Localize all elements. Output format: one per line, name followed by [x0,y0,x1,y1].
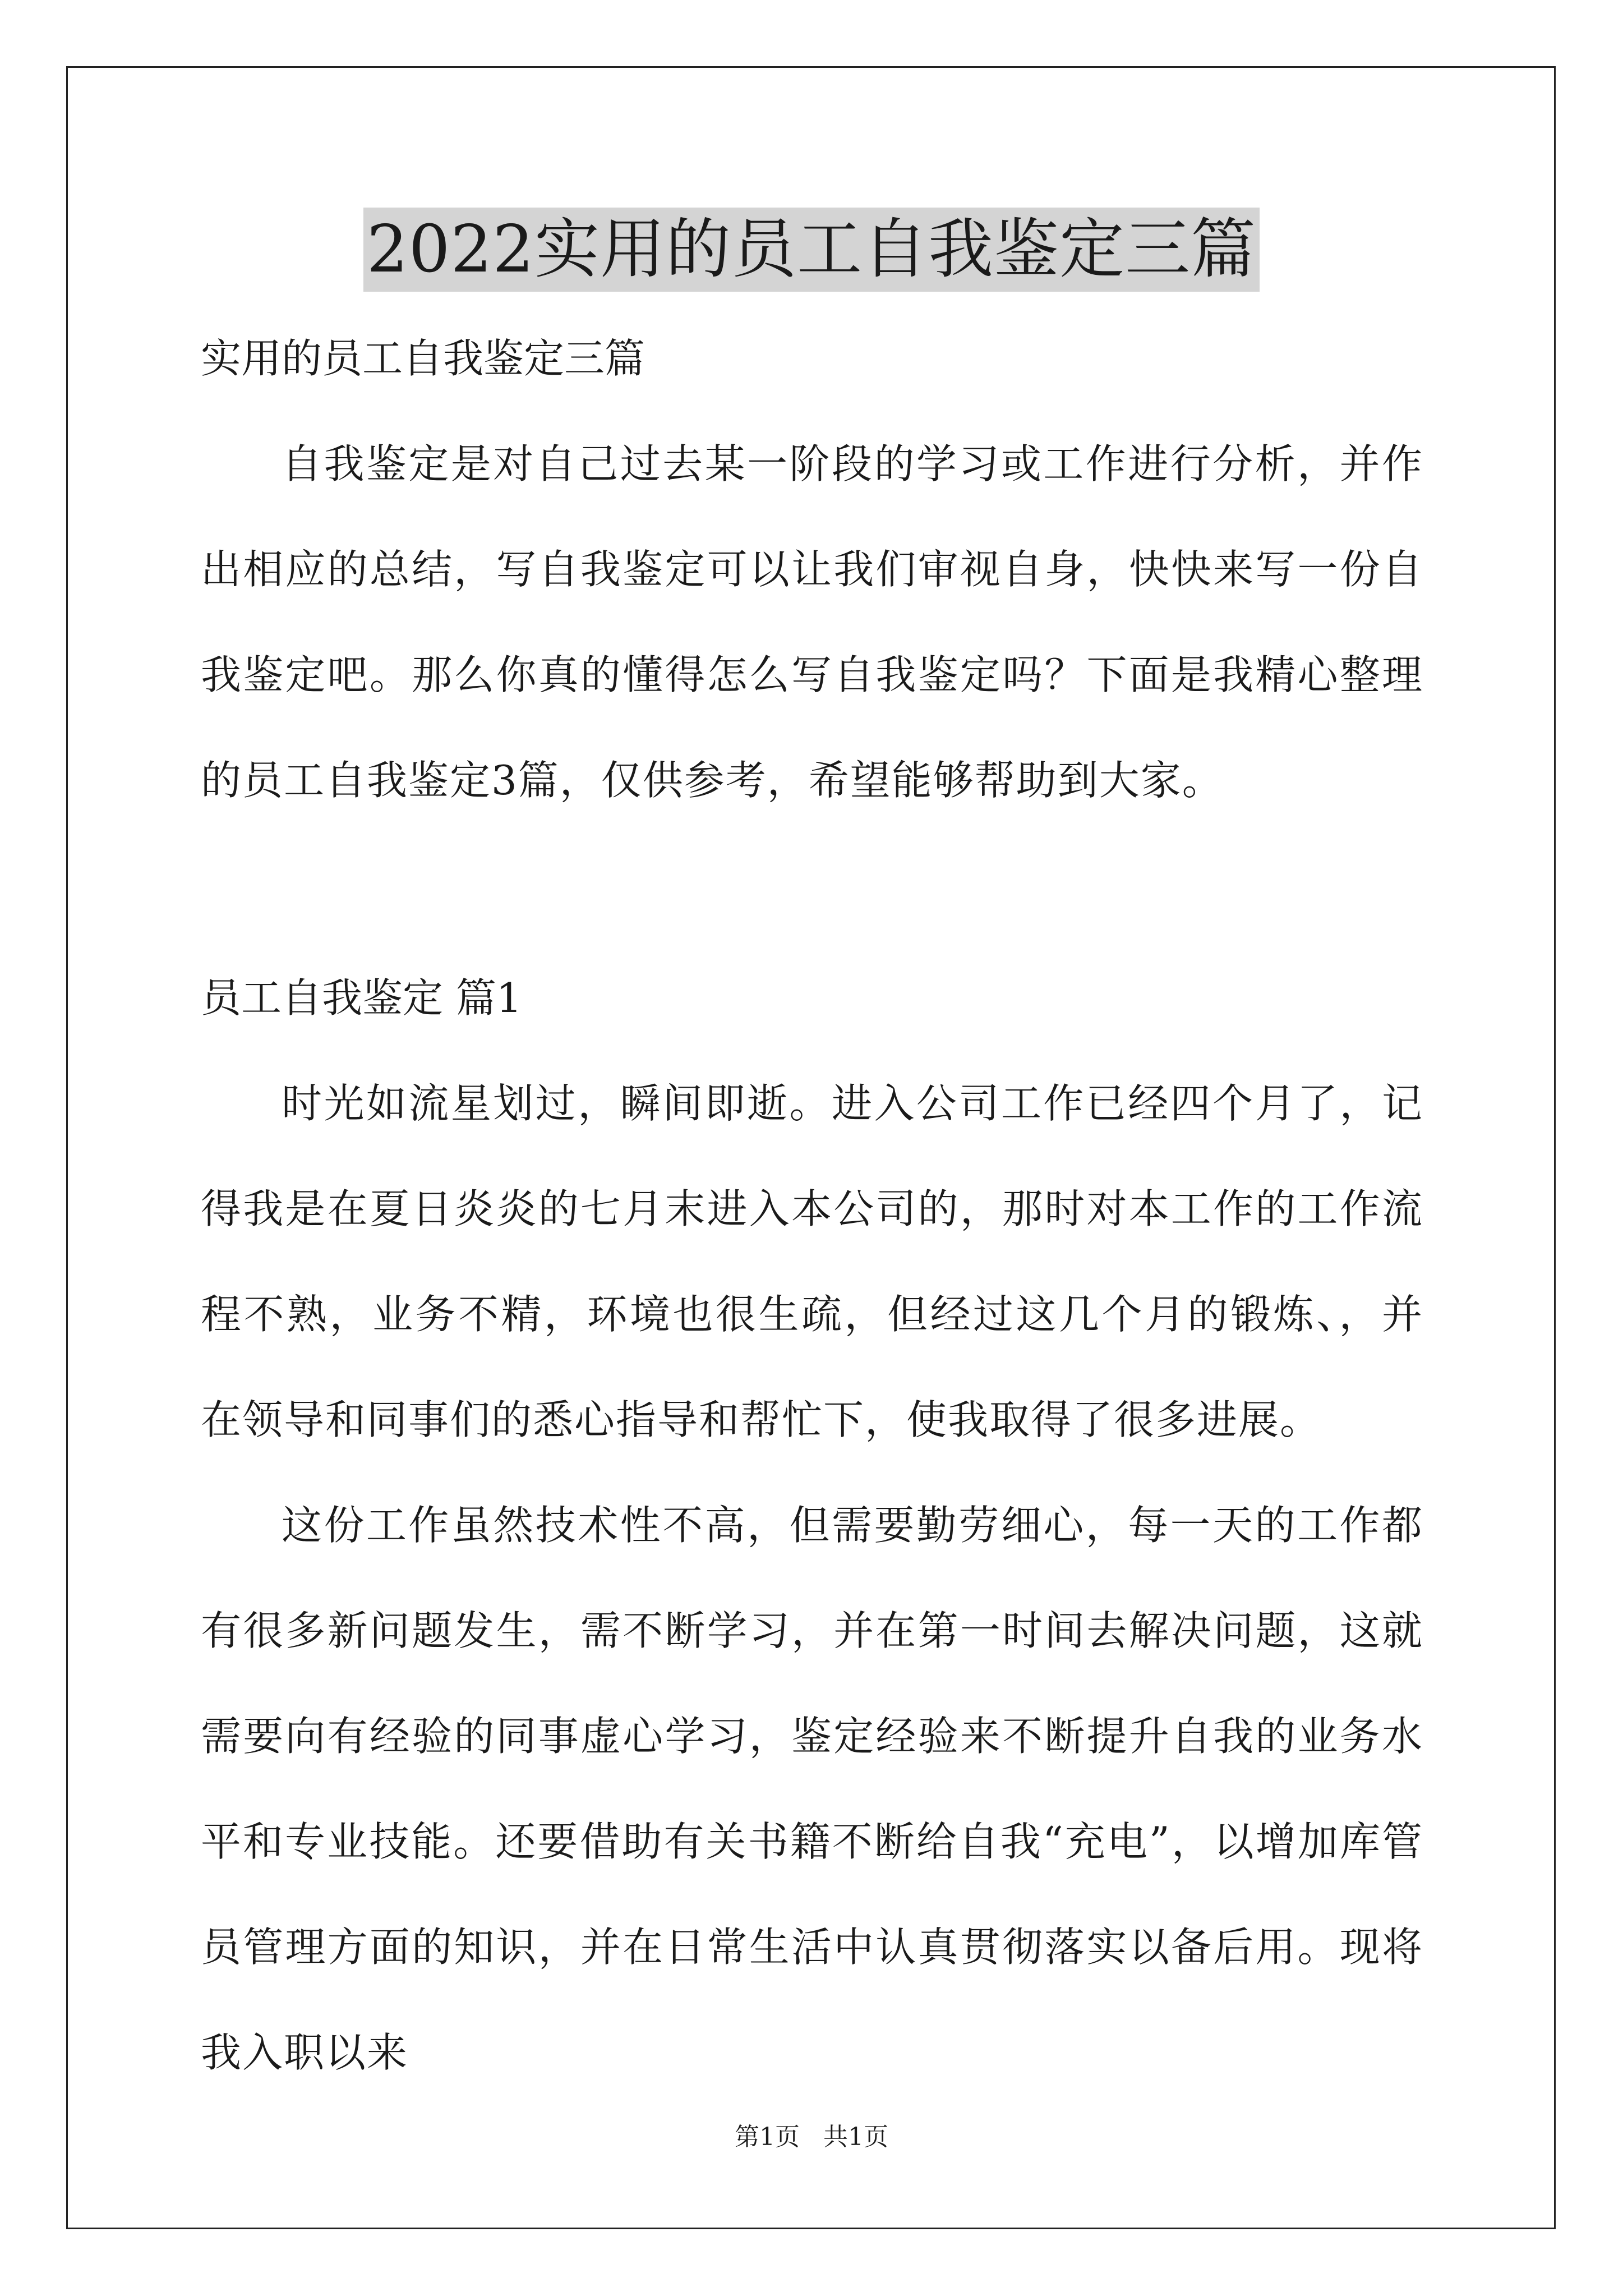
intro-paragraph: 自我鉴定是对自己过去某一阶段的学习或工作进行分析，并作出相应的总结，写自我鉴定可以让我们审视自身，快快来写一份自我鉴定吧。那么你真的懂得怎么写自我鉴定吗？下面是我精心整理的员工自我鉴定3篇，仅供参考，希望能够帮助到大家。 [201,440,1423,804]
page-footer [0,2120,1623,2154]
document-title: 2022实用的员工自我鉴定三篇 [363,208,1260,292]
body-paragraph: 时光如流星划过，瞬间即逝。进入公司工作已经四个月了，记得我是在夏日炎炎的七月末进入本公司的，那时对本工作的工作流程不熟，业务不精，环境也很生疏，但经过这几个月的锻炼、，并在领导和同事们的悉心指导和帮忙下，使我取得了很多进展。 [201,1080,1423,1443]
page-number-current: 第1页 [735,2123,800,2151]
section-heading: 员工自我鉴定 篇1 [201,974,522,1022]
document-body [201,306,1423,2105]
title-container [0,208,1623,292]
document-subtitle: 实用的员工自我鉴定三篇 [201,335,645,382]
page-number-total: 共1页 [823,2123,888,2151]
section-spacer [201,833,1423,945]
body-paragraph: 这份工作虽然技术性不高，但需要勤劳细心，每一天的工作都有很多新问题发生，需不断学习，并在第一时间去解决问题，这就需要向有经验的同事虚心学习，鉴定经验来不断提升自我的业务水平和专业技能。还要借助有关书籍不断给自我“充电”，以增加库管员管理方面的知识，并在日常生活中认真贯彻落实以备后用。现将我入职以来 [201,1502,1423,2076]
